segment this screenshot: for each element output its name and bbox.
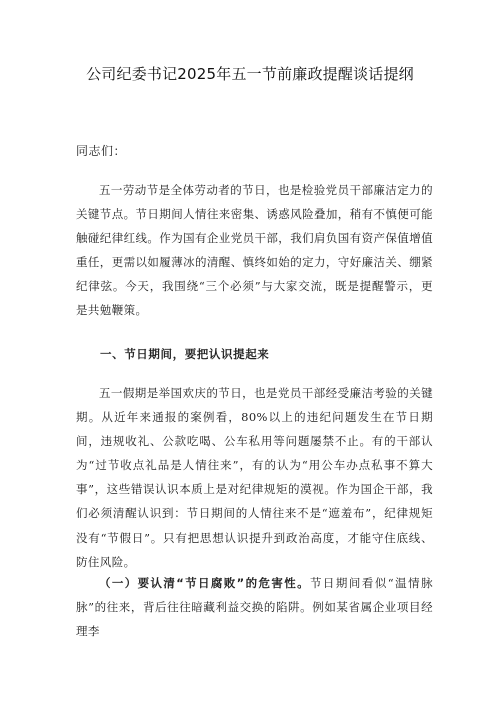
salutation: 同志们：: [76, 144, 127, 158]
intro-paragraph: 五一劳动节是全体劳动者的节日，也是检验党员干部廉洁定力的关键节点。节日期间人情往来密集、诱惑风险叠加，稍有不慎便可能触碰纪律红线。作为国有企业党员干部，我们肩负国有资产保值增值重任，更需以如履薄冰的清醒、慎终如始的定力，守好廉洁关、绷紧纪律弦。今天，我围绕“三个必须”与大家交流，既是提醒警示，更是共勉鞭策。: [76, 183, 433, 318]
section-heading-1: 一、节日期间，要把认识提起来: [100, 347, 270, 361]
subsection-1-lead: （一）要认清“节日腐败”的危害性。: [99, 576, 310, 590]
subsection-1-paragraph: [76, 571, 433, 643]
section-1-paragraph: 五一假期是举国欢庆的节日，也是党员干部经受廉洁考验的关键期。从近年来通报的案例看，80%以上的违纪问题发生在节日期间，违规收礼、公款吃喝、公车私用等问题屡禁不止。有的干部认为“过节收点礼品是人情往来”，有的认为“用公车办点私事不算大事”，这些错误认识本质上是对纪律规矩的漠视。作为国企干部，我们必须清醒认识到：节日期间的人情往来不是“遮羞布”，纪律规矩没有“节假日”。只有把思想认识提升到政治高度，才能守住底线、防住风险。: [76, 386, 433, 569]
document-title: 公司纪委书记2025年五一节前廉政提醒谈话提纲: [86, 65, 414, 83]
subsection-1-body: 节日期间看似“温情脉脉”的往来，背后往往暗藏利益交换的陷阱。例如某省属企业项目经理李: [76, 576, 433, 639]
